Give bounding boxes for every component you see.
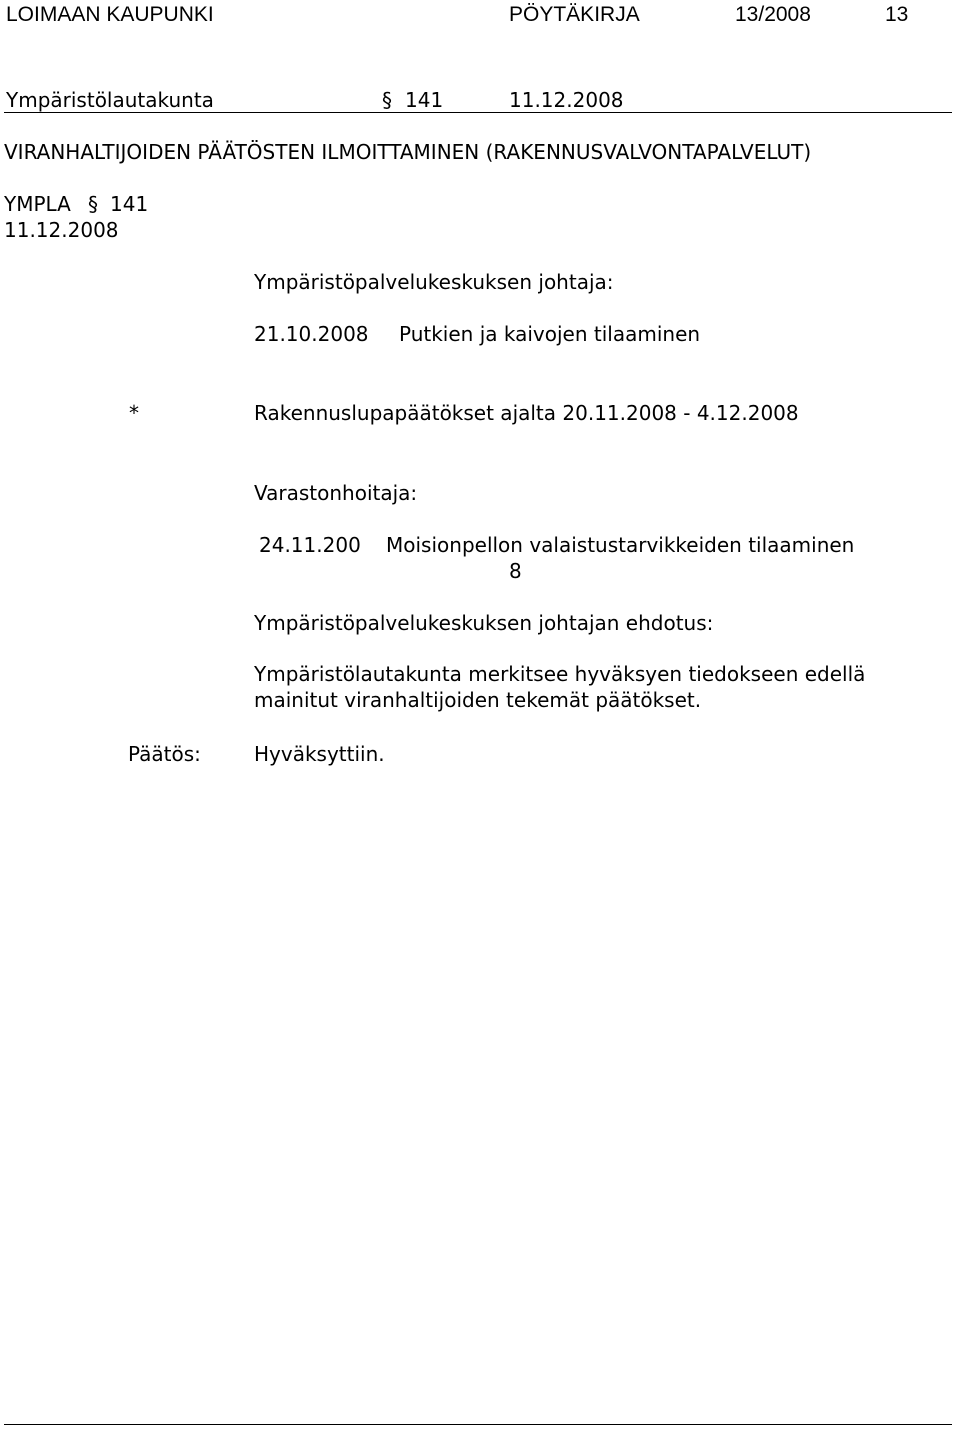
doc-type: PÖYTÄKIRJA [509, 3, 640, 26]
page-number: 13 [885, 3, 909, 26]
reference-symbol: § [88, 192, 98, 216]
page-title: VIRANHALTIJOIDEN PÄÄTÖSTEN ILMOITTAMINEN (RAKENNUSVALVONTAPALVELUT) [4, 140, 812, 164]
reference-number: 141 [110, 192, 149, 216]
decision-label: Päätös: [128, 742, 201, 766]
reference-code: YMPLA [4, 192, 71, 216]
section-symbol: § [382, 88, 392, 112]
warehouse-entry-date-cont: 8 [509, 559, 522, 583]
decision-text: Hyväksyttiin. [254, 742, 385, 766]
proposal-heading: Ympäristöpalvelukeskuksen johtajan ehdotus: [254, 611, 714, 635]
bullet-text: Rakennuslupapäätökset ajalta 20.11.2008 - 4.12.2008 [254, 401, 799, 425]
section-number: 141 [405, 88, 444, 112]
director-entry-text: Putkien ja kaivojen tilaaminen [399, 322, 701, 346]
warehouse-heading: Varastonhoitaja: [254, 481, 418, 505]
reference-date: 11.12.2008 [4, 218, 119, 242]
warehouse-entry-date: 24.11.200 [259, 533, 361, 557]
director-heading: Ympäristöpalvelukeskuksen johtaja: [254, 270, 614, 294]
committee-name: Ympäristölautakunta [6, 88, 214, 112]
header-rule [4, 112, 952, 113]
doc-number: 13/2008 [735, 3, 811, 26]
warehouse-entry-text: Moisionpellon valaistustarvikkeiden tilaaminen [386, 533, 855, 557]
proposal-line-1: Ympäristölautakunta merkitsee hyväksyen tiedokseen edellä [254, 662, 866, 686]
org-name: LOIMAAN KAUPUNKI [6, 3, 214, 26]
footer-rule [4, 1424, 952, 1425]
director-entry-date: 21.10.2008 [254, 322, 369, 346]
bullet-mark: * [129, 401, 139, 425]
meeting-date: 11.12.2008 [509, 88, 624, 112]
proposal-line-2: mainitut viranhaltijoiden tekemät päätökset. [254, 688, 702, 712]
